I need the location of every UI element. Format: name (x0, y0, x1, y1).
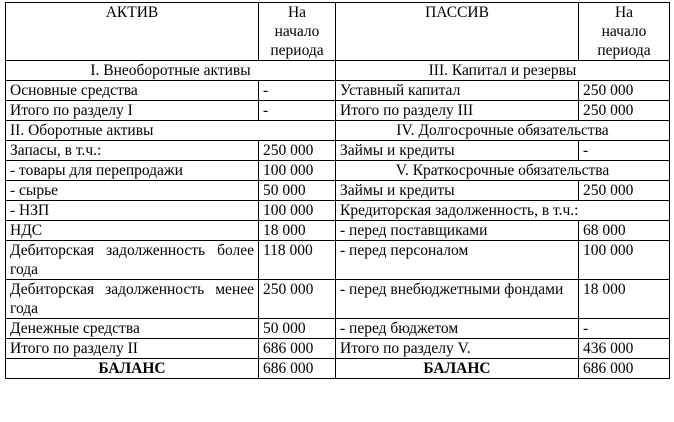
liability-label: - перед бюджетом (336, 319, 579, 339)
asset-value: 686 000 (259, 339, 336, 359)
asset-label: Основные средства (6, 81, 259, 101)
asset-label: Дебиторская задолженность менее года (6, 280, 259, 319)
asset-value: 250 000 (259, 280, 336, 319)
assets-period-header (259, 3, 336, 61)
asset-value: - (259, 81, 336, 101)
asset-value: 50 000 (259, 181, 336, 201)
liability-value: 18 000 (579, 280, 670, 319)
asset-label: - НЗП (6, 201, 259, 221)
header-row (6, 3, 670, 61)
section-heading: III. Капитал и резервы (336, 61, 670, 81)
liability-value: 436 000 (579, 339, 670, 359)
section-heading: Кредиторская задолженность, в т.ч.: (336, 201, 670, 221)
asset-label: Запасы, в т.ч.: (6, 141, 259, 161)
liabilities-period-line: На (614, 4, 634, 21)
asset-value: 50 000 (259, 319, 336, 339)
balance-row (6, 359, 670, 379)
asset-label: - товары для перепродажи (6, 161, 259, 181)
section-heading: IV. Долгосрочные обязательства (336, 121, 670, 141)
liability-value: 250 000 (579, 81, 670, 101)
asset-value: 100 000 (259, 161, 336, 181)
liability-label: - перед поставщиками (336, 221, 579, 241)
section-heading: V. Краткосрочные обязательства (336, 161, 670, 181)
asset-value: - (259, 101, 336, 121)
liabilities-header: ПАССИВ (336, 3, 579, 61)
balance-value: 686 000 (579, 359, 670, 379)
liability-value: - (579, 141, 670, 161)
asset-value: 18 000 (259, 221, 336, 241)
liability-label: - перед персоналом (336, 241, 579, 280)
table-row (6, 81, 670, 101)
table-row (6, 181, 670, 201)
balance-sheet-table (5, 2, 670, 379)
liability-label: Займы и кредиты (336, 141, 579, 161)
table-row (6, 221, 670, 241)
table-row (6, 161, 670, 181)
balance-label: БАЛАНС (6, 359, 259, 379)
table-row (6, 241, 670, 280)
table-row (6, 201, 670, 221)
liability-label: Займы и кредиты (336, 181, 579, 201)
asset-label: Итого по разделу II (6, 339, 259, 359)
assets-period-line: На (287, 4, 307, 21)
section-heading: I. Внеоборотные активы (6, 61, 336, 81)
assets-period-line: начало (274, 23, 320, 40)
liability-label: Итого по разделу III (336, 101, 579, 121)
balance-value: 686 000 (259, 359, 336, 379)
liability-value: 68 000 (579, 221, 670, 241)
table-row (6, 141, 670, 161)
liabilities-period-header (579, 3, 670, 61)
table-row (6, 121, 670, 141)
balance-label: БАЛАНС (336, 359, 579, 379)
table-row (6, 101, 670, 121)
liability-label: Уставный капитал (336, 81, 579, 101)
table-row (6, 319, 670, 339)
table-row (6, 280, 670, 319)
section-heading: II. Оборотные активы (6, 121, 336, 141)
asset-value: 100 000 (259, 201, 336, 221)
liabilities-period-line: начало (601, 23, 647, 40)
table-row (6, 339, 670, 359)
asset-value: 250 000 (259, 141, 336, 161)
assets-header: АКТИВ (6, 3, 259, 61)
asset-label: - сырье (6, 181, 259, 201)
liability-value: 100 000 (579, 241, 670, 280)
table-row (6, 61, 670, 81)
liability-value: 250 000 (579, 101, 670, 121)
liability-label: - перед внебюджетными фондами (336, 280, 579, 319)
asset-label: Денежные средства (6, 319, 259, 339)
asset-label: НДС (6, 221, 259, 241)
asset-label: Дебиторская задолженность более года (6, 241, 259, 280)
liabilities-period-line: периода (597, 42, 651, 59)
asset-value: 118 000 (259, 241, 336, 280)
assets-period-line: периода (270, 42, 324, 59)
asset-label: Итого по разделу I (6, 101, 259, 121)
liability-label: Итого по разделу V. (336, 339, 579, 359)
liability-value: - (579, 319, 670, 339)
liability-value: 250 000 (579, 181, 670, 201)
